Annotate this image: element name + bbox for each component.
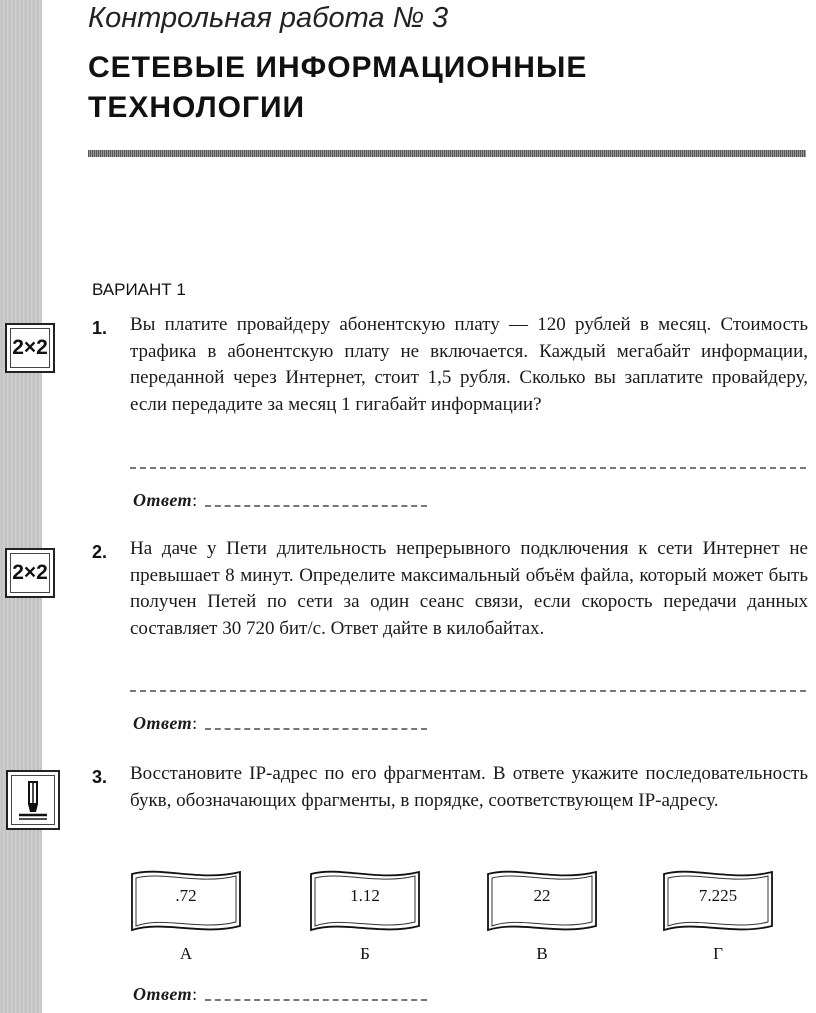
- variant-heading: ВАРИАНТ 1: [92, 280, 186, 299]
- work-line-q2: [130, 690, 806, 692]
- answer-colon: :: [192, 713, 198, 733]
- fragment-value: 1.12: [350, 886, 380, 905]
- page-margin-strip: [0, 0, 42, 1013]
- task-type-badge-q3: [6, 770, 60, 830]
- fragment-value: .72: [175, 886, 197, 905]
- question-number-2: 2.: [92, 542, 108, 562]
- fragment-value: 22: [533, 886, 551, 905]
- answer-row-q1: [133, 490, 427, 511]
- answer-colon: :: [192, 984, 198, 1004]
- answer-field-q2[interactable]: [205, 728, 427, 730]
- answer-label: Ответ: [133, 713, 193, 733]
- answer-label: Ответ: [133, 490, 193, 510]
- question-number-1: 1.: [92, 318, 108, 338]
- answer-colon: :: [192, 490, 198, 510]
- question-text-1: Вы платите провайдеру абонентскую плату — 120 рублей в месяц. Стоимость трафика в абонентскую плату не включается. Каждый мегабайт информации, переданной через Интернет, стоит 1,5 рубля. Сколько вы заплатите провайдеру, если передадите за месяц 1 гигабайт информации?: [130, 314, 808, 415]
- fragment-card-a: [130, 868, 242, 934]
- answer-row-q3: [133, 984, 427, 1005]
- fragment-card-c: [486, 868, 598, 934]
- fragment-letter: Б: [360, 944, 370, 963]
- fragment-value: 7.225: [698, 886, 738, 905]
- work-line-q1: [130, 467, 806, 469]
- fragment-card-d: [662, 868, 774, 934]
- answer-row-q2: [133, 713, 427, 734]
- work-title: Контрольная работа № 3: [88, 2, 449, 34]
- answer-label: Ответ: [133, 984, 193, 1004]
- fragment-letter: В: [536, 944, 548, 963]
- fragment-letter: Г: [713, 944, 723, 963]
- question-number-3: 3.: [92, 767, 108, 787]
- answer-field-q3[interactable]: [205, 999, 427, 1001]
- topic-title-line2: ТЕХНОЛОГИИ: [88, 91, 306, 124]
- difficulty-badge-q2: 2×2: [5, 548, 55, 598]
- fragment-card-b: [309, 868, 421, 934]
- topic-title: [88, 48, 587, 128]
- question-text-3: Восстановите IP-адрес по его фрагментам. В ответе укажите последовательность букв, обозначающих фрагменты, в порядке, соответствующем IP-адресу.: [130, 763, 808, 811]
- header-rule: [88, 150, 806, 157]
- question-text-2: На даче у Пети длительность непрерывного подключения к сети Интернет не превышает 8 минут. Определите максимальный объём файла, который может быть получен Петей по сети за один сеанс связи, если скорость передачи данных составляет 30 720 бит/с. Ответ дайте в килобайтах.: [130, 538, 808, 639]
- topic-title-line1: СЕТЕВЫЕ ИНФОРМАЦИОННЫЕ: [88, 51, 588, 84]
- pen-icon: [15, 779, 51, 821]
- fragment-letter: А: [179, 944, 193, 963]
- difficulty-badge-q1: 2×2: [5, 323, 55, 373]
- answer-field-q1[interactable]: [205, 505, 427, 507]
